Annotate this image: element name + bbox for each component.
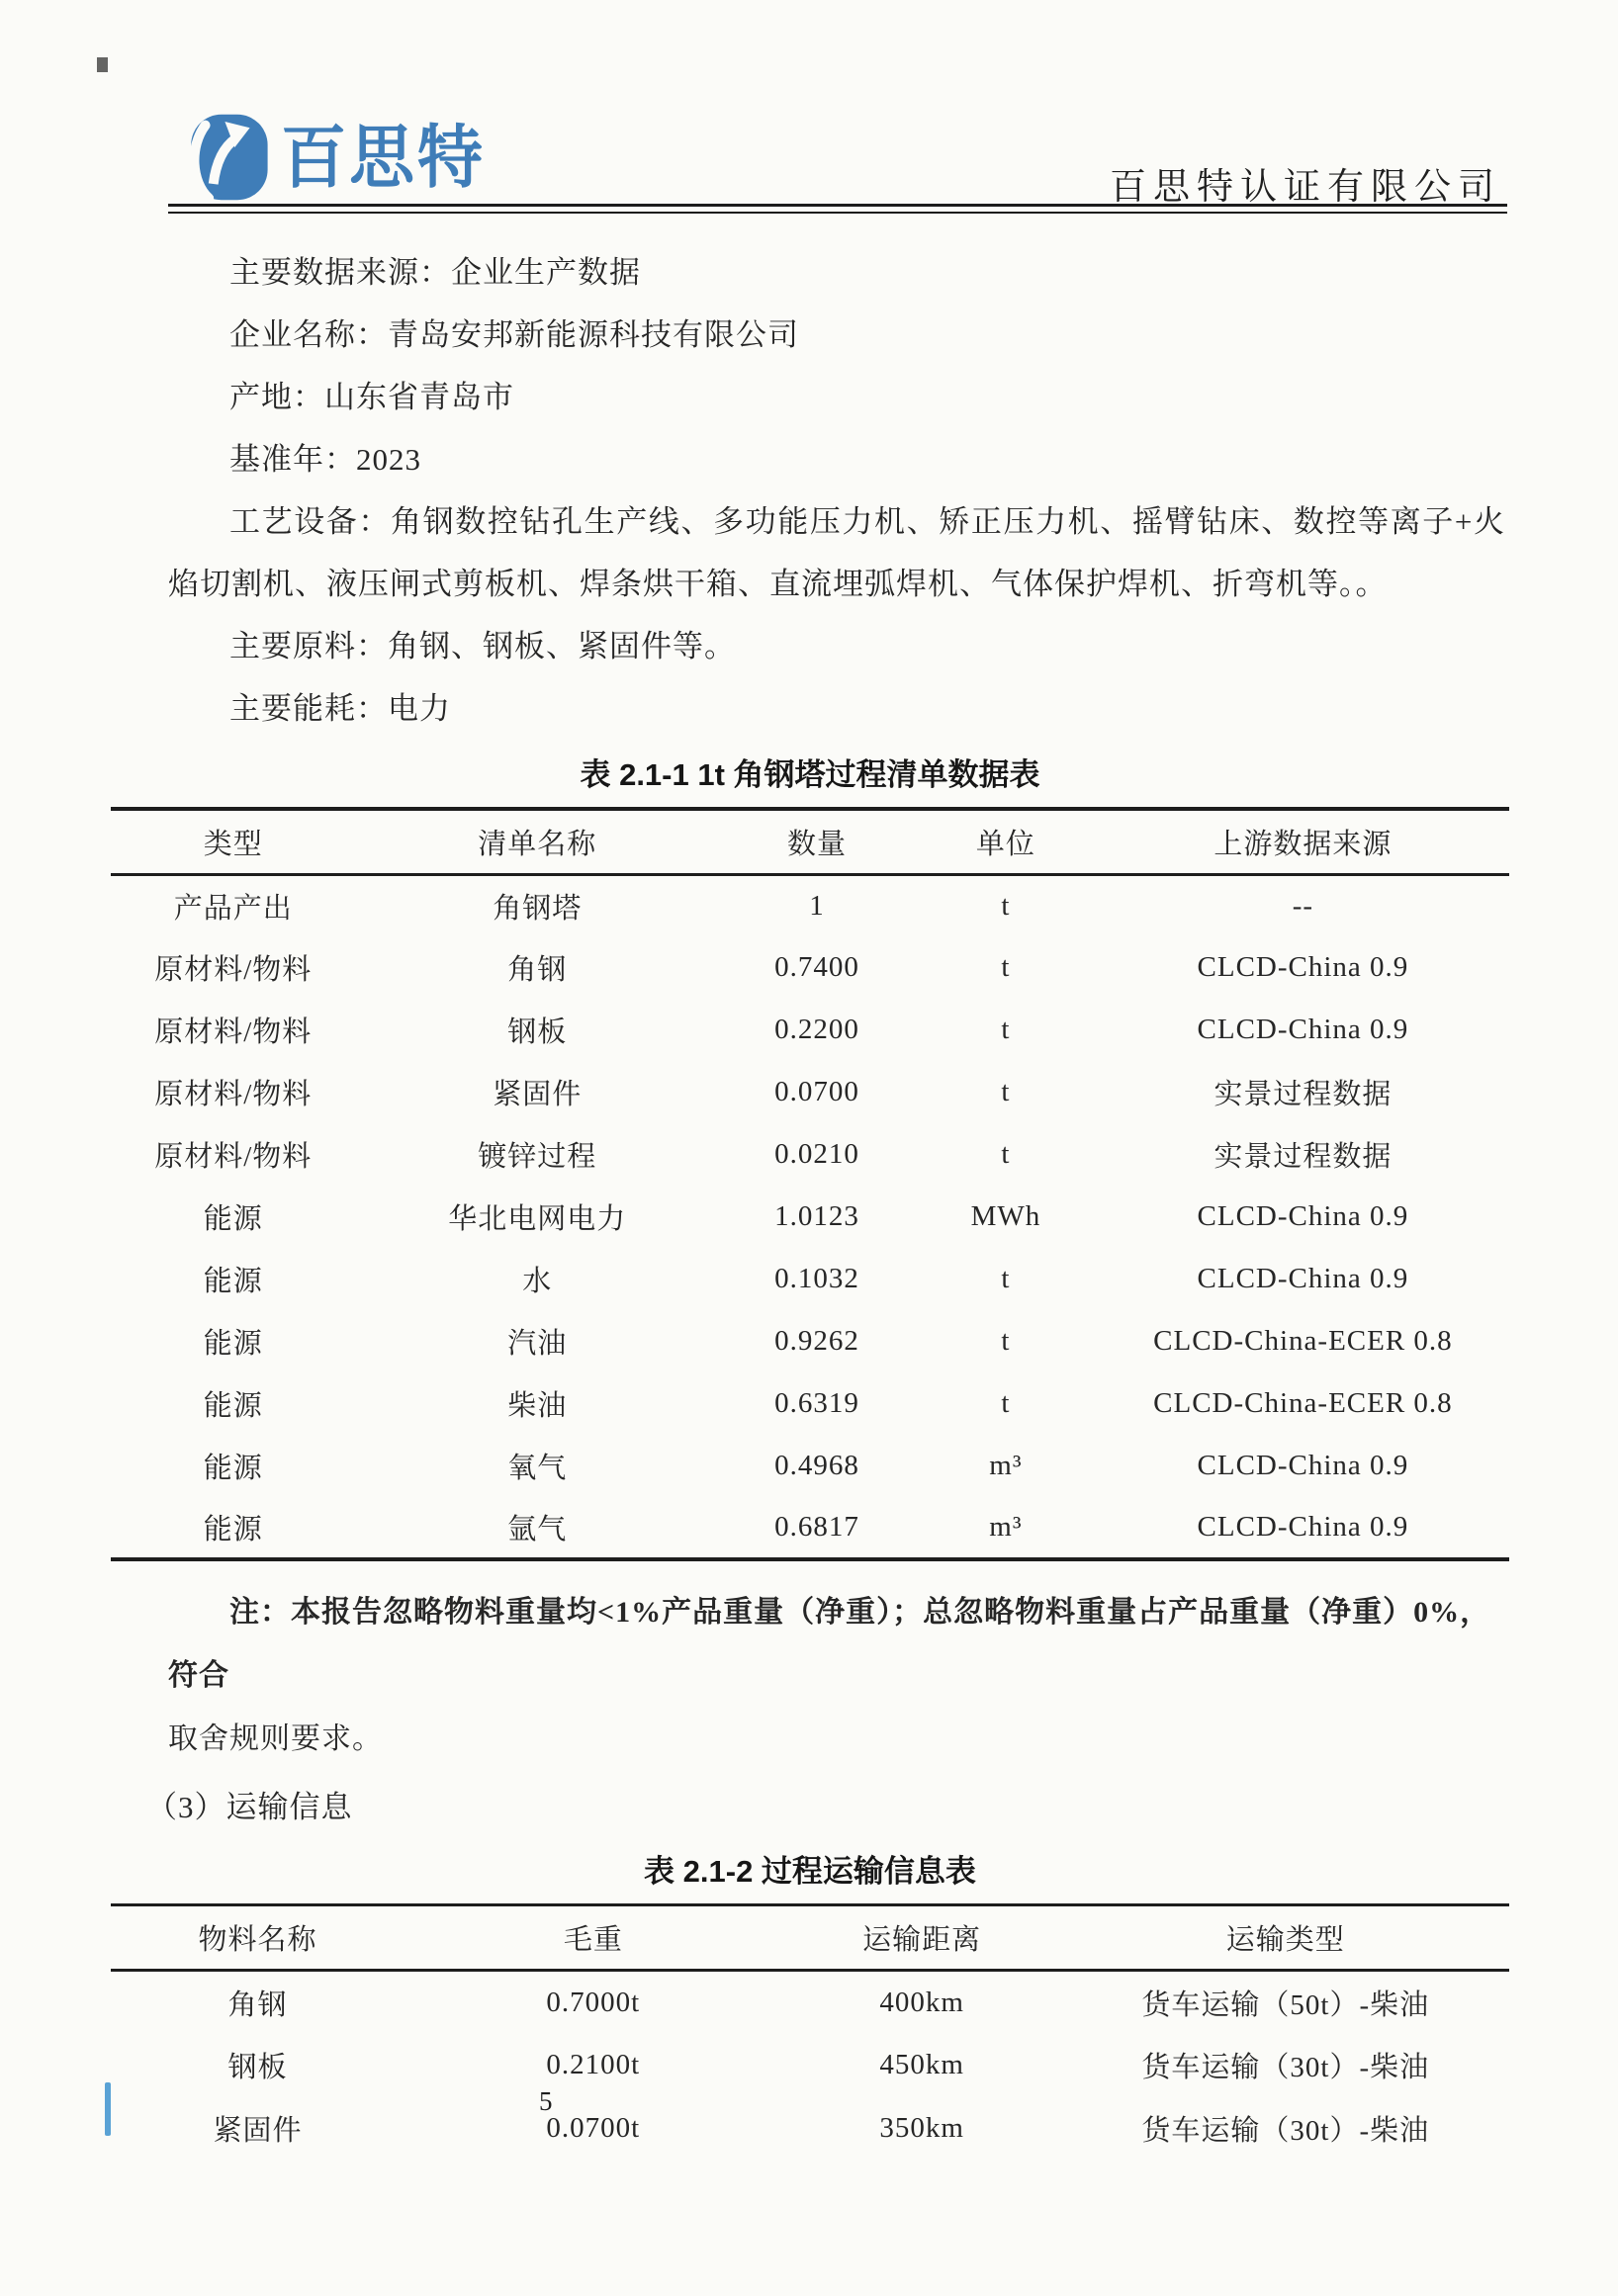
- cell-unit: t: [1001, 1138, 1011, 1170]
- table-row: [111, 2034, 1509, 2097]
- cell-distance: 450km: [879, 2049, 964, 2080]
- cell-upstream-source: CLCD-China 0.9: [1197, 1511, 1409, 1543]
- cell-quantity: 0.1032: [774, 1263, 859, 1294]
- cell-upstream-source: 实景过程数据: [1214, 1141, 1393, 1173]
- table2-title: 表 2.1-2 过程运输信息表: [644, 1854, 976, 1889]
- cell-quantity: 0.0700: [774, 1076, 859, 1107]
- cell-upstream-source: CLCD-China 0.9: [1197, 1200, 1409, 1232]
- body-paragraph: 工艺设备：角钢数控钻孔生产线、多功能压力机、矫正压力机、摇臂钻床、数控等离子+火焰切割机、液压闸式剪板机、焊条烘干箱、直流埋弧焊机、气体保护焊机、折弯机等。。: [168, 504, 1505, 601]
- cell-unit: m³: [989, 1511, 1023, 1543]
- cell-unit: t: [1001, 1014, 1011, 1045]
- cell-upstream-source: CLCD-China 0.9: [1197, 951, 1409, 983]
- cell-gross-weight: 0.2100t: [546, 2049, 641, 2080]
- cell-upstream-source: CLCD-China 0.9: [1197, 1014, 1409, 1045]
- cell-unit: t: [1001, 1387, 1011, 1419]
- table1-header-upstream-source: 上游数据来源: [1214, 828, 1393, 860]
- header-company-name: 百思特认证有限公司: [1110, 167, 1501, 208]
- cell-quantity: 0.0210: [774, 1138, 859, 1170]
- cell-type: 原材料/物料: [154, 954, 313, 986]
- cell-type: 能源: [203, 1328, 263, 1360]
- table2-header-material: 物料名称: [198, 1924, 317, 1956]
- cell-gross-weight: 0.7000t: [546, 1986, 641, 2018]
- table1-header-unit: 单位: [975, 828, 1035, 860]
- cell-upstream-source: CLCD-China-ECER 0.8: [1153, 1387, 1453, 1419]
- table2-header-transport-type: 运输类型: [1225, 1924, 1345, 1956]
- body-paragraph: 主要原料：角钢、钢板、紧固件等。: [229, 629, 736, 663]
- cell-material: 钢板: [227, 2052, 288, 2083]
- table2-header-distance: 运输距离: [862, 1924, 982, 1956]
- cell-transport-type: 货车运输（30t）-柴油: [1141, 2115, 1430, 2147]
- body-paragraph: 企业名称：青岛安邦新能源科技有限公司: [229, 317, 799, 352]
- table-row: [111, 2097, 1509, 2161]
- table1-header-row: [111, 809, 1509, 874]
- logo-arrow-icon: [184, 111, 273, 204]
- cell-item-name: 钢板: [507, 1016, 568, 1048]
- transport-info-table: [111, 1903, 1509, 2161]
- inventory-data-table: [111, 807, 1509, 1561]
- cell-transport-type: 货车运输（50t）-柴油: [1141, 1988, 1430, 2021]
- cell-quantity: 0.6817: [774, 1511, 859, 1543]
- table1-header-item-name: 清单名称: [478, 828, 597, 860]
- table-row: [111, 1061, 1509, 1123]
- cell-unit: t: [1001, 889, 1011, 922]
- cell-item-name: 镀锌过程: [478, 1141, 597, 1173]
- cell-type: 能源: [203, 1266, 263, 1297]
- cell-item-name: 汽油: [507, 1328, 568, 1360]
- page-number: 5: [539, 2086, 553, 2116]
- cell-type: 能源: [203, 1390, 263, 1422]
- table-row: [111, 874, 1509, 936]
- cell-upstream-source: --: [1292, 889, 1314, 922]
- cell-type: 能源: [203, 1514, 263, 1545]
- cell-quantity: 0.6319: [774, 1387, 859, 1419]
- cell-quantity: 0.9262: [774, 1325, 859, 1357]
- cell-type: 能源: [203, 1453, 263, 1484]
- scan-artifact: [97, 57, 108, 72]
- section-3-heading: （3）运输信息: [146, 1790, 353, 1824]
- table-row: [111, 1248, 1509, 1310]
- cell-unit: t: [1001, 1263, 1011, 1294]
- cell-type: 原材料/物料: [154, 1016, 313, 1048]
- cell-item-name: 角钢塔: [493, 892, 583, 925]
- table-row: [111, 1123, 1509, 1186]
- cell-item-name: 紧固件: [493, 1079, 583, 1110]
- logo-text: 百思特: [281, 119, 486, 196]
- cell-type: 原材料/物料: [154, 1079, 313, 1110]
- table-row: [111, 1435, 1509, 1497]
- cell-quantity: 0.4968: [774, 1450, 859, 1481]
- cell-upstream-source: CLCD-China-ECER 0.8: [1153, 1325, 1453, 1357]
- cell-quantity: 1.0123: [774, 1200, 859, 1232]
- table-row: [111, 936, 1509, 999]
- cell-type: 原材料/物料: [154, 1141, 313, 1173]
- cell-item-name: 角钢: [507, 954, 568, 986]
- margin-highlight-mark: [105, 2082, 111, 2136]
- table-row: [111, 1186, 1509, 1248]
- cell-item-name: 氩气: [507, 1514, 568, 1545]
- cell-gross-weight: 0.0700t: [546, 2112, 641, 2144]
- cell-upstream-source: 实景过程数据: [1214, 1079, 1393, 1110]
- cell-item-name: 水: [522, 1266, 553, 1297]
- body-paragraph: 基准年：2023: [229, 442, 421, 477]
- table-row: [111, 999, 1509, 1061]
- cell-quantity: 0.2200: [774, 1014, 859, 1045]
- header-rule: [168, 204, 1507, 214]
- cell-type: 产品产出: [173, 892, 293, 925]
- note-line-2: 取舍规则要求。: [168, 1722, 383, 1755]
- cell-distance: 400km: [879, 1986, 964, 2018]
- cell-item-name: 氧气: [507, 1453, 568, 1484]
- cell-unit: m³: [989, 1450, 1023, 1481]
- cell-type: 能源: [203, 1203, 263, 1235]
- company-logo: [184, 111, 486, 204]
- body-paragraph: 主要能耗：电力: [229, 691, 451, 726]
- page-content: [111, 241, 1509, 2161]
- table2-header-row: [111, 1905, 1509, 1971]
- cell-upstream-source: CLCD-China 0.9: [1197, 1263, 1409, 1294]
- cell-transport-type: 货车运输（30t）-柴油: [1141, 2052, 1430, 2083]
- table1-title: 表 2.1-1 1t 角钢塔过程清单数据表: [580, 757, 1040, 792]
- table-note: [168, 1581, 1505, 1771]
- table2-header-gross-weight: 毛重: [563, 1924, 623, 1956]
- table-row: [111, 1372, 1509, 1435]
- cell-material: 角钢: [227, 1988, 288, 2021]
- cell-unit: t: [1001, 1076, 1011, 1107]
- cell-quantity: 0.7400: [774, 951, 859, 983]
- cell-unit: t: [1001, 1325, 1011, 1357]
- table1-header-type: 类型: [203, 828, 263, 860]
- intro-paragraphs: [168, 241, 1505, 740]
- table1-header-quantity: 数量: [787, 828, 848, 860]
- body-paragraph: 产地：山东省青岛市: [229, 380, 514, 414]
- body-paragraph: 主要数据来源：企业生产数据: [229, 255, 641, 290]
- note-line-1: 注：本报告忽略物料重量均<1%产品重量（净重）；总忽略物料重量占产品重量（净重）0%，符合: [168, 1596, 1491, 1692]
- cell-material: 紧固件: [213, 2115, 303, 2147]
- cell-item-name: 华北电网电力: [448, 1203, 627, 1235]
- cell-quantity: 1: [809, 889, 825, 922]
- table-row: [111, 1497, 1509, 1559]
- cell-item-name: 柴油: [507, 1390, 568, 1422]
- table-row: [111, 1971, 1509, 2034]
- cell-distance: 350km: [879, 2112, 964, 2144]
- cell-unit: MWh: [970, 1200, 1041, 1232]
- cell-upstream-source: CLCD-China 0.9: [1197, 1450, 1409, 1481]
- cell-unit: t: [1001, 951, 1011, 983]
- table-row: [111, 1310, 1509, 1372]
